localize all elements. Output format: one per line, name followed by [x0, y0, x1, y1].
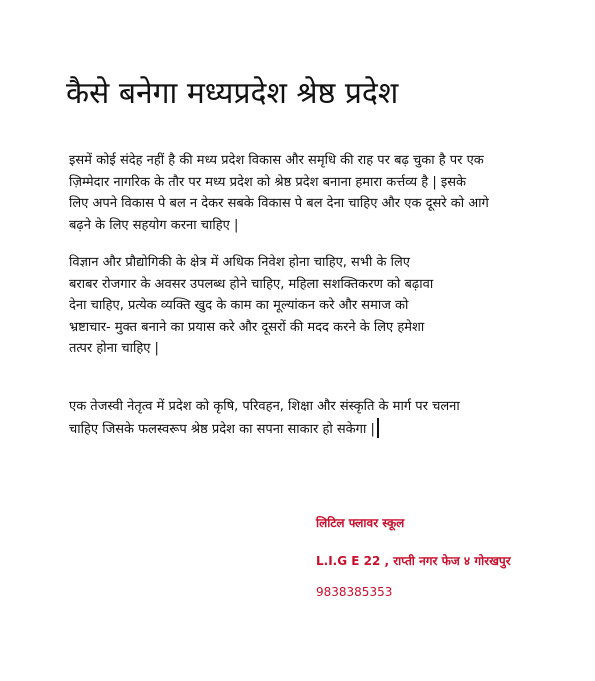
- document-title: कैसे बनेगा मध्यप्रदेश श्रेष्ठ प्रदेश: [66, 76, 399, 111]
- paragraph-line: बढ़ने के लिए सहयोग करना चाहिए |: [69, 217, 239, 233]
- school-phone: 9838385353: [316, 585, 393, 599]
- paragraph-intro: [69, 150, 529, 236]
- paragraph-line: बराबर रोजगार के अवसर उपलब्ध होने चाहिए, महिला सशक्तिकरण को बढ़ावा: [69, 276, 434, 292]
- paragraph-line: विज्ञान और प्रौद्योगिकी के क्षेत्र में अधिक निवेश होना चाहिए, सभी के लिए: [69, 255, 410, 270]
- paragraph-line: भ्रष्टाचार- मुक्त बनाने का प्रयास करे और दूसरों की मदद करने के लिए हमेशा: [69, 319, 425, 335]
- school-name: लिटिल फ्लावर स्कूल: [316, 516, 405, 530]
- paragraph-line: एक तेजस्वी नेतृत्व में प्रदेश को कृषि, परिवहन, शिक्षा और संस्कृति के मार्ग पर चलना: [69, 399, 460, 414]
- school-address: L.I.G E 22 , राप्ती नगर फेज ४ गोरखपुर: [316, 554, 511, 568]
- paragraph-line-text: चाहिए जिसके फलस्वरूप श्रेष्ठ प्रदेश का सपना साकार हो सकेगा |: [69, 421, 375, 437]
- paragraph-line: तत्पर होना चाहिए |: [69, 341, 159, 356]
- paragraph-line: [69, 418, 529, 441]
- text-cursor[interactable]: [377, 418, 379, 438]
- paragraph-conclusion: [69, 396, 529, 440]
- paragraph-line: देना चाहिए, प्रत्येक व्यक्ति खुद के काम का मूल्यांकन करे और समाज को: [69, 298, 409, 313]
- paragraph-line: ज़िम्मेदार नागरिक के तौर पर मध्य प्रदेश को श्रेष्ठ प्रदेश बनाना हमारा कर्त्तव्य है | इसके: [69, 174, 466, 190]
- paragraph-development: [69, 252, 529, 360]
- paragraph-line: इसमें कोई संदेह नहीं है की मध्य प्रदेश विकास और समृधि की राह पर बढ़ चुका है पर एक: [69, 153, 484, 168]
- paragraph-line: लिए अपने विकास पे बल न देकर सबके विकास पे बल देना चाहिए और एक दूसरे को आगे: [69, 196, 489, 211]
